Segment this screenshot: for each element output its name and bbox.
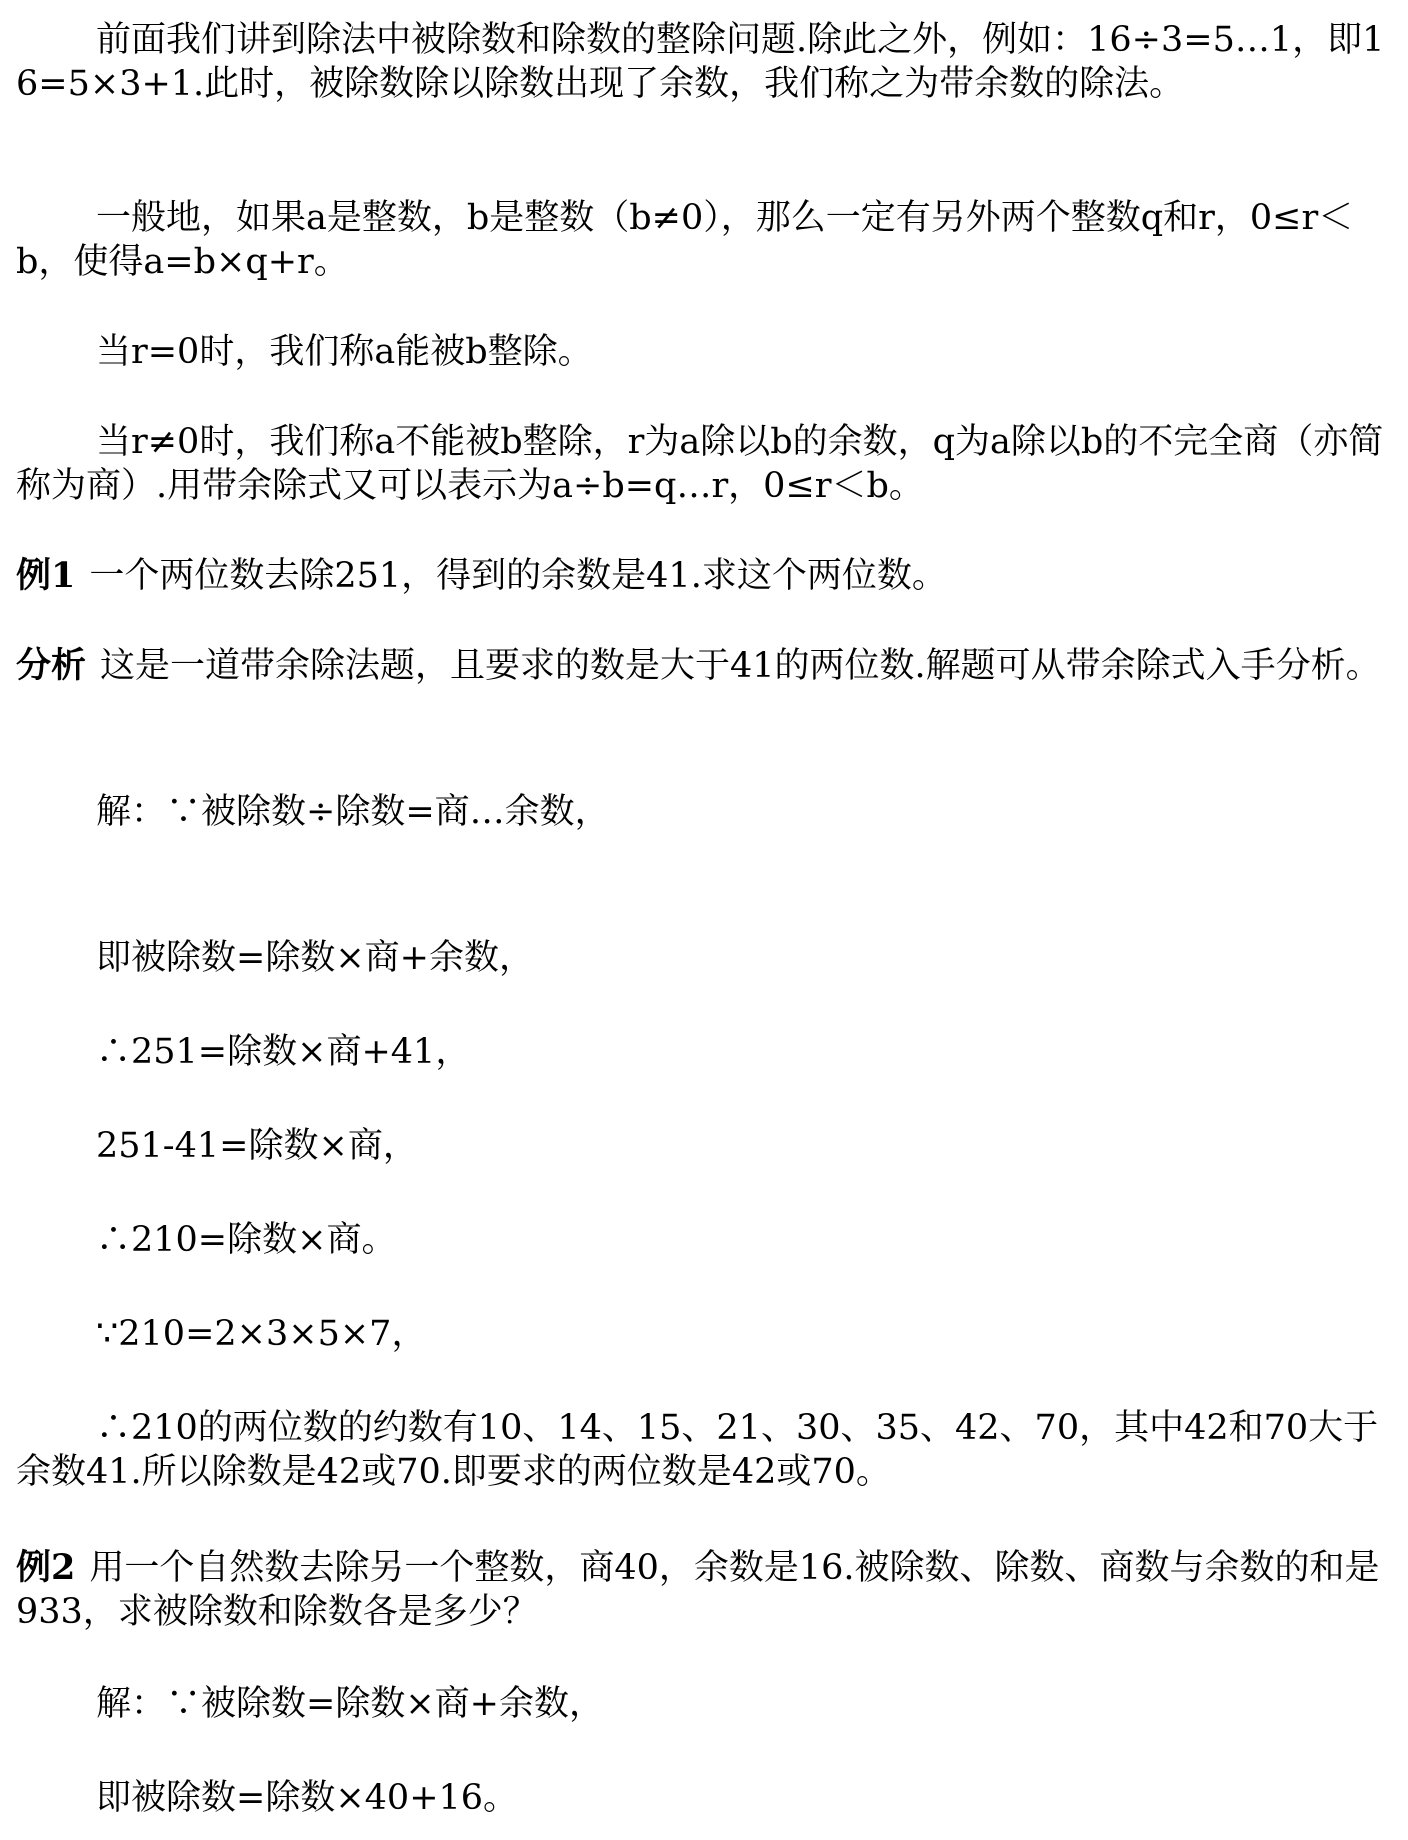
example-1-analysis [16, 644, 1386, 688]
example-1-step-1: 解：∵被除数÷除数=商…余数， [96, 792, 610, 832]
intro-paragraph-4: 当r≠0时，我们称a不能被b整除，r为a除以b的余数，q为a除以b的不完全商（亦简称为商）.用带余除式又可以表示为a÷b=q…r，0≤r＜b。 [16, 422, 1384, 506]
example-2-question [16, 1546, 1386, 1634]
intro-paragraph-1: 前面我们讲到除法中被除数和除数的整除问题.除此之外，例如：16÷3=5…1，即16=5×3+1.此时，被除数除以除数出现了余数，我们称之为带余数的除法。 [16, 20, 1385, 104]
example-1-label: 例1 [16, 555, 76, 596]
example-1-step-6: ∵210=2×3×5×7， [96, 1314, 427, 1354]
intro-paragraph-2: 一般地，如果a是整数，b是整数（b≠0），那么一定有另外两个整数q和r，0≤r＜b，使得a=b×q+r。 [16, 198, 1354, 282]
example-2-step-2: 即被除数=除数×40+16。 [96, 1778, 519, 1818]
example-1-step-4: 251-41=除数×商， [96, 1126, 418, 1166]
example-2-label: 例2 [16, 1547, 76, 1588]
example-2-question-text: 用一个自然数去除另一个整数，商40，余数是16.被除数、除数、商数与余数的和是933，求被除数和除数各是多少？ [16, 1548, 1380, 1632]
intro-paragraph-3: 当r=0时，我们称a能被b整除。 [96, 332, 593, 372]
example-1-step-5: ∴210=除数×商。 [96, 1220, 397, 1260]
example-1-question-text: 一个两位数去除251，得到的余数是41.求这个两位数。 [89, 556, 947, 596]
example-1-step-2: 即被除数=除数×商+余数， [96, 938, 534, 978]
analysis-label: 分析 [16, 645, 87, 686]
example-1-conclusion: ∴210的两位数的约数有10、14、15、21、30、35、42、70，其中42和70大于余数41.所以除数是42或70.即要求的两位数是42或70。 [16, 1408, 1379, 1492]
example-1-question [16, 554, 1386, 598]
example-1-step-3: ∴251=除数×商+41， [96, 1032, 471, 1072]
example-2-step-1: 解：∵被除数=除数×商+余数， [96, 1684, 604, 1724]
analysis-text: 这是一道带余除法题，且要求的数是大于41的两位数.解题可从带余除式入手分析。 [100, 646, 1381, 686]
